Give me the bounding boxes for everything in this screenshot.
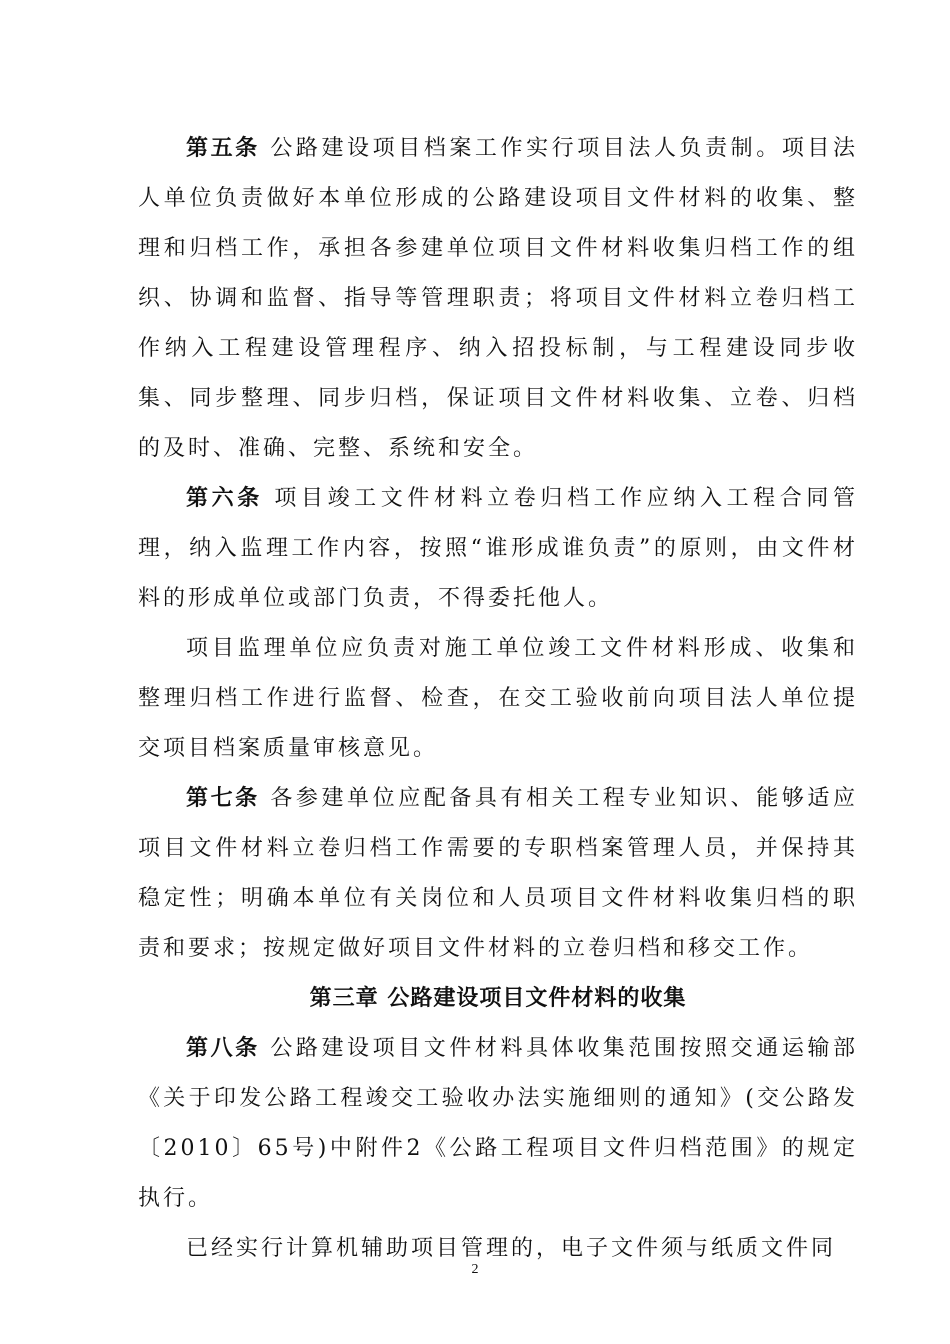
page-number: 2 (471, 1262, 479, 1277)
article-7 (138, 774, 858, 974)
article-6 (138, 474, 858, 624)
article-heading: 第八条 (186, 1036, 260, 1061)
article-heading: 第六条 (186, 486, 263, 511)
article-heading: 第七条 (186, 786, 260, 811)
article-8 (138, 1024, 858, 1224)
paragraph-text: 已经实行计算机辅助项目管理的，电子文件须与纸质文件同 (186, 1236, 837, 1261)
paragraph-supervision (138, 624, 858, 774)
article-heading: 第五条 (186, 136, 260, 161)
article-text: 各参建单位应配备具有相关工程专业知识、能够适应项目文件材料立卷归档工作需要的专职档案管理人员，并保持其稳定性；明确本单位有关岗位和人员项目文件材料收集归档的职责和要求；按规定做好项目文件材料的立卷归档和移交工作。 (138, 786, 858, 961)
paragraph-text: 项目监理单位应负责对施工单位竣工文件材料形成、收集和整理归档工作进行监督、检查，在交工验收前向项目法人单位提交项目档案质量审核意见。 (138, 636, 858, 761)
article-text: 公路建设项目档案工作实行项目法人负责制。项目法人单位负责做好本单位形成的公路建设项目文件材料的收集、整理和归档工作，承担各参建单位项目文件材料收集归档工作的组织、协调和监督、指导等管理职责；将项目文件材料立卷归档工作纳入工程建设管理程序、纳入招投标制，与工程建设同步收集、同步整理、同步归档，保证项目文件材料收集、立卷、归档的及时、准确、完整、系统和安全。 (138, 136, 858, 461)
article-text: 公路建设项目文件材料具体收集范围按照交通运输部《关于印发公路工程竣交工验收办法实施细则的通知》(交公路发〔2010〕65号)中附件2《公路工程项目文件归档范围》的规定执行。 (138, 1036, 858, 1211)
article-5 (138, 124, 858, 474)
page-content (138, 124, 858, 1274)
chapter-title: 第三章 公路建设项目文件材料的收集 (309, 986, 687, 1011)
article-text: 项目竣工文件材料立卷归档工作应纳入工程合同管理，纳入监理工作内容，按照“谁形成谁负责”的原则，由文件材料的形成单位或部门负责，不得委托他人。 (138, 486, 858, 611)
